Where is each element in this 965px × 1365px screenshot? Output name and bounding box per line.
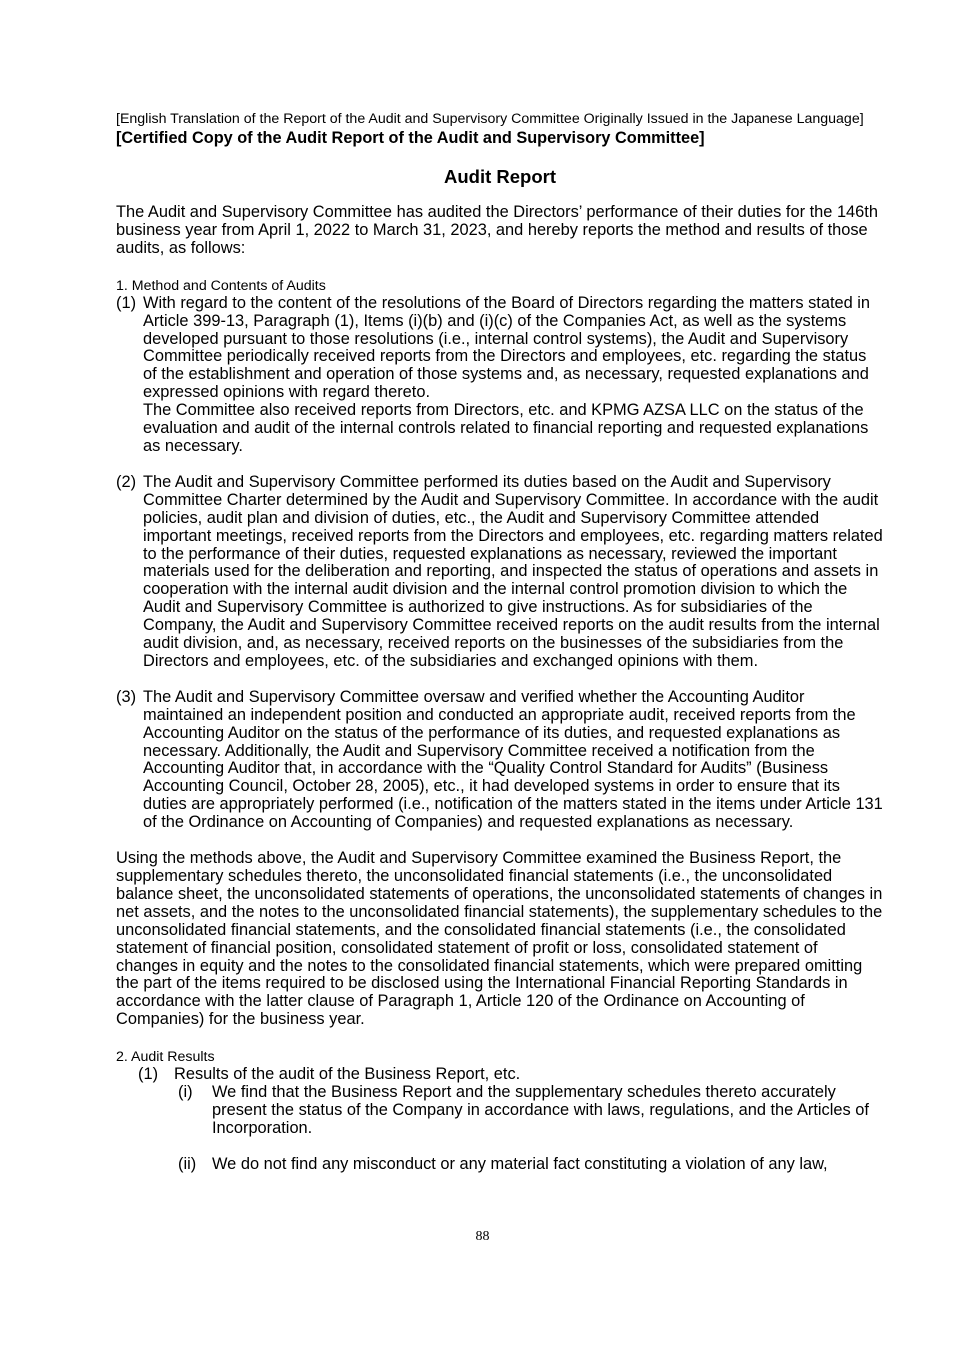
result-item-1 [116,1066,884,1084]
item-text: The Audit and Supervisory Committee performed its duties based on the Audit and Supervisory Committee Charter determined by the Audit and Supervisory Committee. In accordance with the audit policies, audit plan and division of duties, etc., the Audit and Supervisory Committee attended important meetings, received reports from the Directors and employees, etc. regarding matters related to the performance of their duties, requested explanations as necessary, reviewed the important materials used for the deliberation and reporting, and inspected the status of operations and assets in cooperation with the internal audit division and the internal control promotion division to which the Audit and Supervisory Committee is authorized to give instructions. As for subsidiaries of the Company, the Audit and Supervisory Committee received reports on the audit results from the internal audit division, and, as necessary, received reports on the businesses of the subsidiaries from the Directors and employees, etc. of the subsidiaries and exchanged opinions with them. [143,472,883,670]
method-item-1 [116,295,884,456]
page-title: Audit Report [443,166,556,187]
item-text: The Audit and Supervisory Committee oversaw and verified whether the Accounting Auditor maintained an independent position and conducted an appropriate audit, received reports from the Accounting Auditor on the status of the performance of its duties, and requested explanations as necessary. Additionally, the Audit and Supervisory Committee received a notification from the Accounting Auditor that, in accordance with the “Quality Control Standard for Audits” (Business Accounting Council, October 28, 2005), etc., it had developed systems in order to ensure that its duties are appropriately performed (i.e., notification of the matters stated in the items under Article 131 of the Ordinance on Accounting of Companies) and requested explanations as necessary. [143,687,883,832]
method-item-3 [116,689,884,832]
method-item-2 [116,474,884,671]
item-number: (3) [116,687,137,706]
closing-paragraph: Using the methods above, the Audit and Supervisory Committee examined the Business Report, the supplementary schedules thereto, the unconsolidated financial statements (i.e., the unconsolidated balance sheet, the unconsolidated statements of operations, the unconsolidated statements of changes in net assets, and the notes to the unconsolidated financial statements), the supplementary schedules to the unconsolidated financial statements, and the consolidated financial statements (i.e., the consolidated statement of financial position, consolidated statement of profit or loss, consolidated statement of changes in equity and the notes to the consolidated financial statements, which were prepared omitting the part of the items required to be disclosed using the International Financial Reporting Standards in accordance with the latter clause of Paragraph 1, Article 120 of the Ordinance on Accounting of Companies) for the business year. [116,849,883,1029]
item-number: (2) [116,472,137,491]
item-number: (1) [116,293,137,312]
result-sub-item-i [116,1084,884,1138]
page-number: 88 [475,1229,490,1244]
item-number: (i) [178,1083,193,1102]
document-page [116,110,884,1174]
certified-copy-heading: [Certified Copy of the Audit Report of the Audit and Supervisory Committee] [116,129,705,147]
item-text: Results of the audit of the Business Report, etc. [174,1065,521,1084]
translation-note: [English Translation of the Report of the Audit and Supervisory Committee Originally Issued in the Japanese Language] [116,111,864,127]
item-number: (ii) [178,1154,197,1173]
item-text: We do not find any misconduct or any material fact constituting a violation of any law, [212,1154,828,1173]
section-1-heading: 1. Method and Contents of Audits [116,277,326,294]
item-text: With regard to the content of the resolutions of the Board of Directors regarding the matters stated in Article 399-13, Paragraph (1), Items (i)(b) and (i)(c) of the Companies Act, as well as the systems developed pursuant to those resolutions (i.e., internal control systems), the Audit and Supervisory Committee periodically received reports from the Directors and employees, etc. regarding the status of the establishment and operation of those systems and, as necessary, requested explanations and expressed opinions with regard thereto. [143,293,871,402]
item-text-continued: The Committee also received reports from Directors, etc. and KPMG AZSA LLC on the status of the evaluation and audit of the internal controls related to financial reporting and requested explanations as necessary. [143,401,869,455]
result-sub-item-ii [116,1156,884,1174]
item-text: We find that the Business Report and the supplementary schedules thereto accurately present the status of the Company in accordance with laws, regulations, and the Articles of Incorporation. [212,1083,869,1137]
intro-paragraph: The Audit and Supervisory Committee has audited the Directors’ performance of their duties for the 146th business year from April 1, 2022 to March 31, 2023, and hereby reports the method and results of those audits, as follows: [116,203,878,257]
item-number: (1) [138,1065,159,1084]
section-2-heading: 2. Audit Results [116,1049,215,1066]
